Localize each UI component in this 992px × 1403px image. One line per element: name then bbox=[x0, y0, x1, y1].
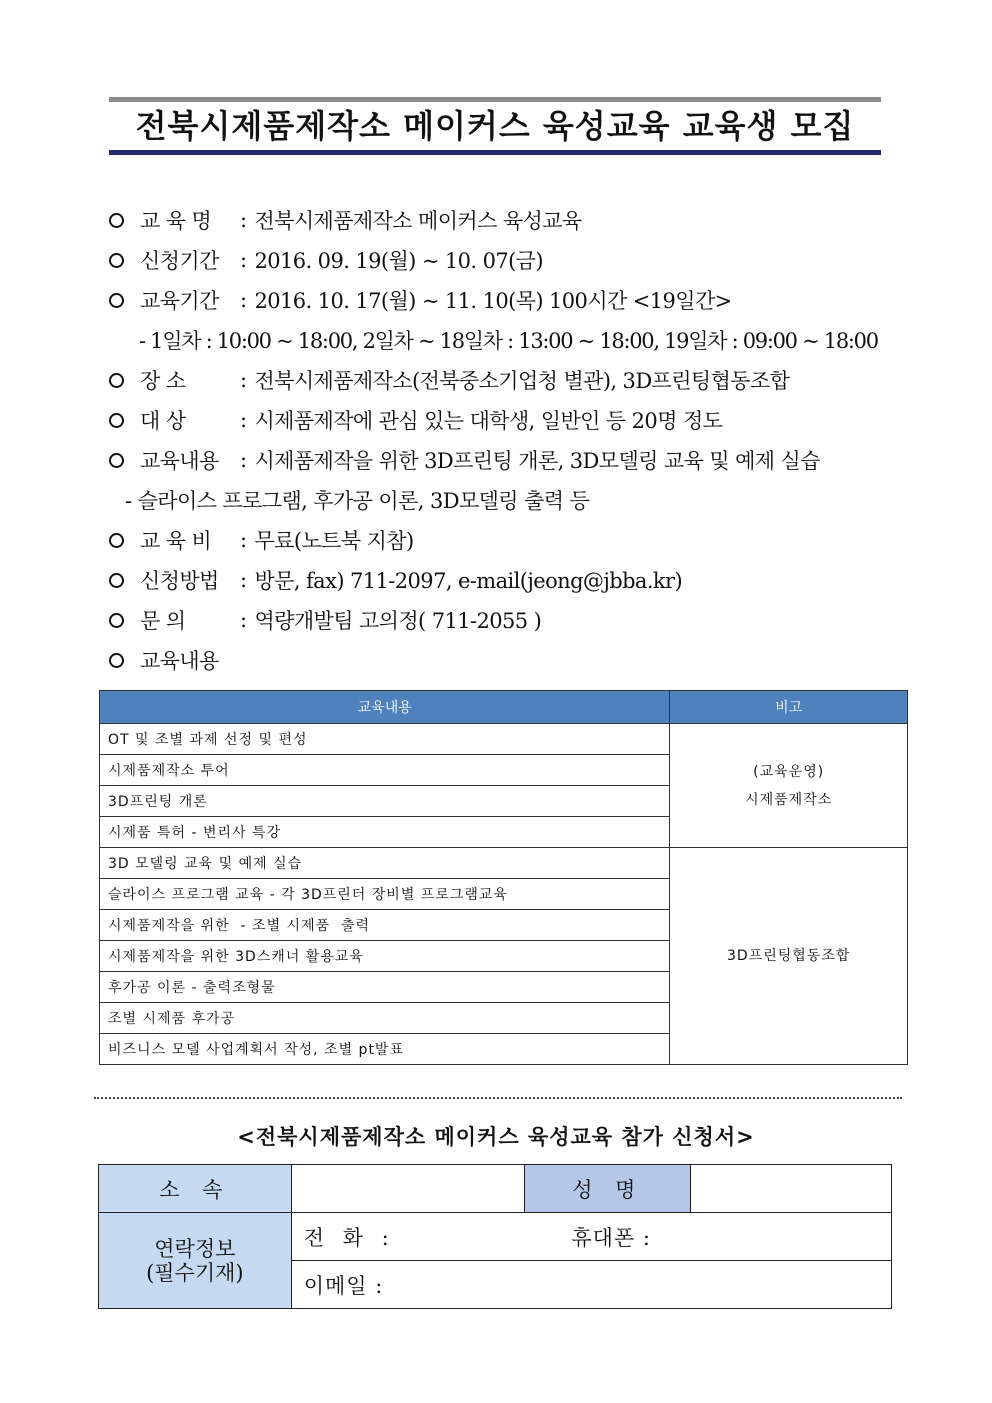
info-item-apply-method: 신청방법 : 방문, fax) 711-2097, e-mail(jeong@jbba.kr) bbox=[105, 560, 915, 600]
circle-bullet-icon bbox=[109, 573, 124, 588]
info-label: 장 소 bbox=[140, 369, 186, 393]
note-cell-prototype-center bbox=[670, 724, 908, 848]
column-header-content: 교육내용 bbox=[100, 691, 670, 724]
phone-field[interactable] bbox=[291, 1213, 891, 1261]
info-label: 신청방법 bbox=[140, 569, 219, 593]
table-row bbox=[100, 724, 908, 755]
info-value: 시제품제작을 위한 3D프린팅 개론, 3D모델링 교육 및 예제 실습 bbox=[254, 449, 820, 473]
form-row-affiliation bbox=[99, 1165, 892, 1213]
circle-bullet-icon bbox=[109, 213, 124, 228]
info-label: 교육기간 bbox=[140, 289, 219, 313]
table-cell: 3D프린팅 개론 bbox=[100, 786, 670, 817]
info-label: 문 의 bbox=[140, 609, 186, 633]
info-list bbox=[105, 200, 915, 680]
info-label: 교육내용 bbox=[140, 449, 219, 473]
table-cell: 3D 모델링 교육 및 예제 실습 bbox=[100, 848, 670, 879]
circle-bullet-icon bbox=[109, 253, 124, 268]
curriculum-table bbox=[99, 690, 908, 1065]
info-label: 교 육 비 bbox=[140, 529, 212, 553]
info-value: 2016. 10. 17(월) ~ 11. 10(목) 100시간 <19일간> bbox=[254, 289, 732, 313]
info-value: 방문, fax) 711-2097, e-mail(jeong@jbba.kr) bbox=[254, 569, 683, 593]
table-header-row bbox=[100, 691, 908, 724]
table-cell: 비즈니스 모델 사업계획서 작성, 조별 pt발표 bbox=[100, 1034, 670, 1065]
circle-bullet-icon bbox=[109, 453, 124, 468]
table-cell: 시제품 특허 - 변리사 특강 bbox=[100, 817, 670, 848]
affiliation-label: 소 속 bbox=[99, 1165, 292, 1213]
contact-label-line: (필수기재) bbox=[146, 1260, 244, 1285]
title-top-rule bbox=[109, 97, 881, 102]
table-cell: 조별 시제품 후가공 bbox=[100, 1003, 670, 1034]
info-item-content: 교육내용 : 시제품제작을 위한 3D프린팅 개론, 3D모델링 교육 및 예제 실습 bbox=[105, 440, 915, 480]
circle-bullet-icon bbox=[109, 293, 124, 308]
info-item-location: 장 소 : 전북시제품제작소(전북중소기업청 별관), 3D프린팅협동조합 bbox=[105, 360, 915, 400]
info-item-course-period: 교육기간 : 2016. 10. 17(월) ~ 11. 10(목) 100시간 <19일간> bbox=[105, 280, 915, 320]
info-value: 전북시제품제작소(전북중소기업청 별관), 3D프린팅협동조합 bbox=[254, 369, 790, 393]
info-label: 교육내용 bbox=[140, 649, 219, 673]
application-form-table bbox=[98, 1164, 892, 1309]
document-title: 전북시제품제작소 메이커스 육성교육 교육생 모집 bbox=[135, 107, 855, 145]
table-cell: 시제품제작을 위한 - 조별 시제품 출력 bbox=[100, 910, 670, 941]
table-row bbox=[100, 848, 908, 879]
circle-bullet-icon bbox=[109, 613, 124, 628]
circle-bullet-icon bbox=[109, 653, 124, 668]
cut-line-divider bbox=[94, 1097, 902, 1099]
affiliation-field[interactable] bbox=[291, 1165, 525, 1213]
info-value: 시제품제작에 관심 있는 대학생, 일반인 등 20명 정도 bbox=[254, 409, 723, 433]
info-schedule-detail: - 1일차 : 10:00 ~ 18:00, 2일차 ~ 18일차 : 13:00 ~ 18:00, 19일차 : 09:00 ~ 18:00 bbox=[139, 329, 878, 353]
phone-label: 전 화 : bbox=[303, 1225, 395, 1250]
table-cell: OT 및 조별 과제 선정 및 편성 bbox=[100, 724, 670, 755]
info-item-fee: 교 육 비 : 무료(노트북 지참) bbox=[105, 520, 915, 560]
note-cell-3d-printing-coop: 3D프린팅협동조합 bbox=[670, 848, 908, 1065]
circle-bullet-icon bbox=[109, 533, 124, 548]
info-item-apply-period: 신청기간 : 2016. 09. 19(월) ~ 10. 07(금) bbox=[105, 240, 915, 280]
info-content-detail: - 슬라이스 프로그램, 후가공 이론, 3D모델링 출력 등 bbox=[125, 489, 590, 513]
info-item-curriculum bbox=[105, 640, 915, 680]
table-cell: 시제품제작소 투어 bbox=[100, 755, 670, 786]
table-cell: 후가공 이론 - 출력조형물 bbox=[100, 972, 670, 1003]
name-label: 성 명 bbox=[525, 1165, 691, 1213]
document-title-box bbox=[109, 97, 881, 155]
circle-bullet-icon bbox=[109, 373, 124, 388]
title-bottom-rule bbox=[109, 150, 881, 155]
info-value: 무료(노트북 지참) bbox=[254, 529, 414, 553]
info-value: 전북시제품제작소 메이커스 육성교육 bbox=[254, 209, 582, 233]
column-header-note: 비고 bbox=[670, 691, 908, 724]
info-label: 교 육 명 bbox=[140, 209, 212, 233]
email-field[interactable] bbox=[291, 1261, 891, 1309]
table-cell: 슬라이스 프로그램 교육 - 각 3D프린터 장비별 프로그램교육 bbox=[100, 879, 670, 910]
contact-label bbox=[99, 1213, 292, 1309]
application-title: <전북시제품제작소 메이커스 육성교육 참가 신청서> bbox=[237, 1125, 755, 1149]
name-field[interactable] bbox=[691, 1165, 892, 1213]
info-item-inquiry: 문 의 : 역량개발팀 고의정( 711-2055 ) bbox=[105, 600, 915, 640]
circle-bullet-icon bbox=[109, 413, 124, 428]
email-label: 이메일 : bbox=[303, 1273, 384, 1298]
note-line: (교육운영) bbox=[753, 763, 825, 780]
table-cell: 시제품제작을 위한 3D스캐너 활용교육 bbox=[100, 941, 670, 972]
mobile-label: 휴대폰 : bbox=[571, 1225, 651, 1250]
info-value: 역량개발팀 고의정( 711-2055 ) bbox=[254, 609, 542, 633]
info-label: 신청기간 bbox=[140, 249, 219, 273]
info-item-course-name: 교 육 명 : 전북시제품제작소 메이커스 육성교육 bbox=[105, 200, 915, 240]
info-label: 대 상 bbox=[140, 409, 186, 433]
info-value: 2016. 09. 19(월) ~ 10. 07(금) bbox=[254, 249, 543, 273]
note-line: 시제품제작소 bbox=[745, 791, 833, 808]
form-row-phone bbox=[99, 1213, 892, 1261]
info-item-target: 대 상 : 시제품제작에 관심 있는 대학생, 일반인 등 20명 정도 bbox=[105, 400, 915, 440]
contact-label-line: 연락정보 bbox=[154, 1236, 236, 1261]
